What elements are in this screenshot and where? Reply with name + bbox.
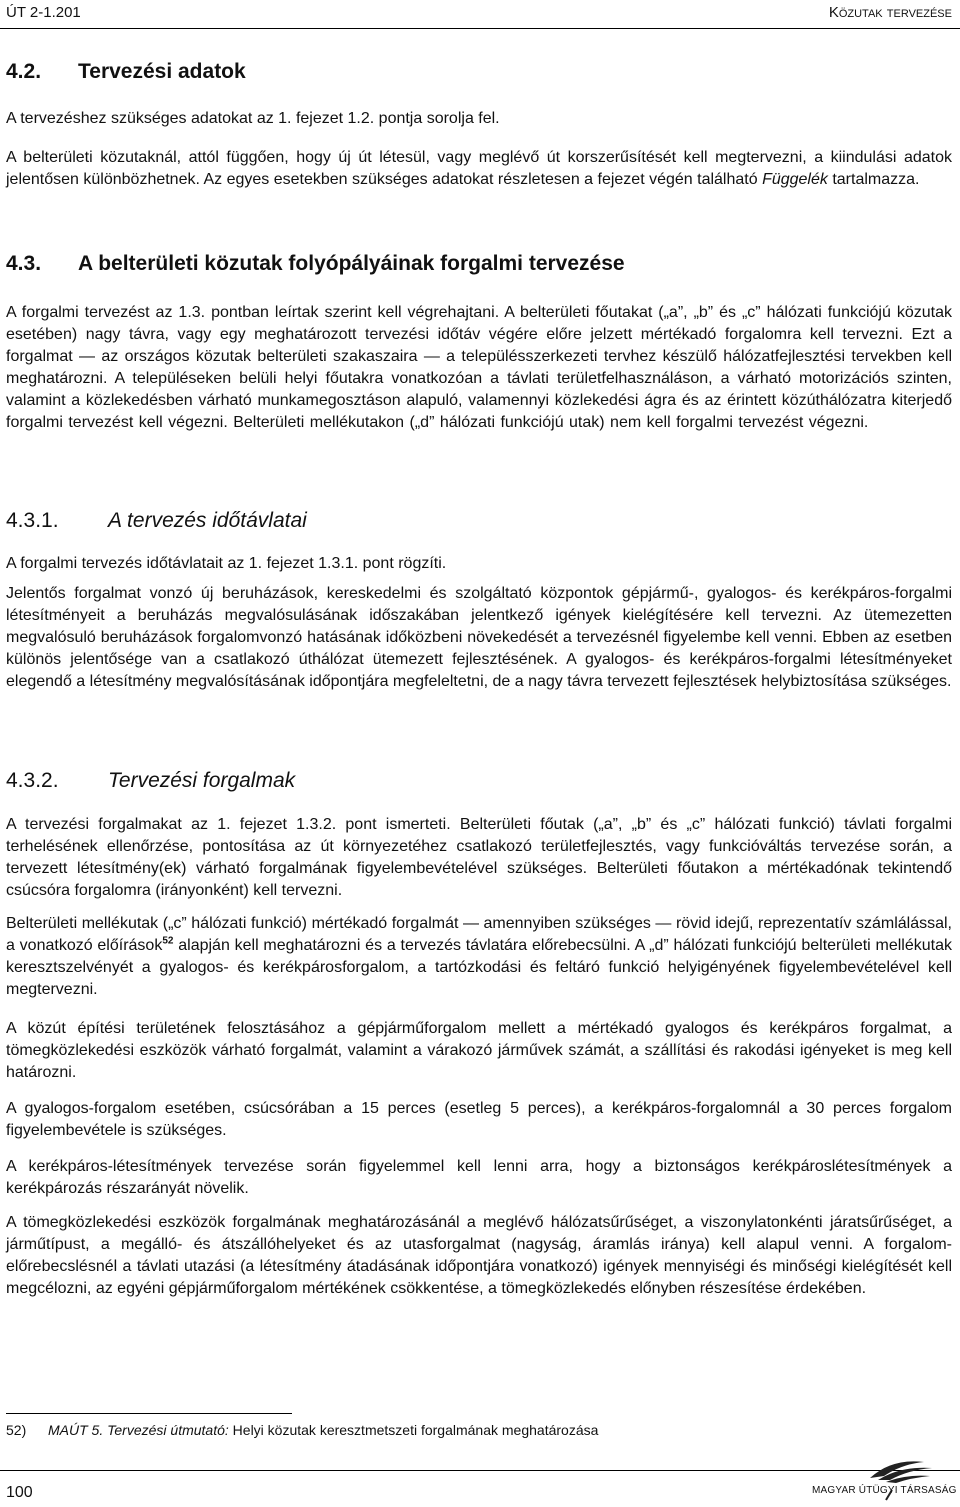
running-header-right: Közutak tervezése [828, 4, 952, 21]
paragraph: A tervezéshez szükséges adatokat az 1. fejezet 1.2. pontja sorolja fel. [6, 110, 500, 127]
header-rule [0, 28, 960, 29]
footnote [6, 1422, 598, 1438]
paragraph: A gyalogos-forgalom esetében, csúcsórában a 15 perces (esetleg 5 perces), a kerékpáros-forgalomnál a 30 perces forgalom figyelembevétele is szükséges. [6, 1100, 952, 1139]
footnote-source: MAÚT 5. Tervezési útmutató: [48, 1422, 229, 1438]
paragraph: Belterületi mellékutak („c” hálózati funkció) mértékadó forgalmát — amennyiben szükséges — rövid idejű, reprezentatív számlálással, a vonatkozó előírások$^{52}$ alapján kell meghatározni és a tervezés távlatára előrebecsülni. A „d” hálózati funkciójú belterületi mellékutak keresztszelvényét a gyalogos- és kerékpárosforgalom, a tartózkodási és feltáró funkció helyigényének figyelembevételével kell megtervezni. [6, 915, 952, 998]
subsection-heading-4-3-1 [6, 509, 307, 533]
section-number: 4.3.1. [6, 509, 59, 532]
footnote-title: Helyi közutak keresztmetszeti forgalmának meghatározása [228, 1422, 599, 1438]
section-number: 4.3.2. [6, 769, 59, 792]
section-title: A belterületi közutak folyópályáinak forgalmi tervezése [78, 252, 625, 275]
section-heading-4-3 [6, 252, 625, 276]
paragraph: Jelentős forgalmat vonzó új beruházások, kereskedelmi és szolgáltató központok gépjármű-, gyalogos- és kerékpáros-forgalmi létesítményeit a beruházás megvalósulásának időszakában jelentkező igények kielégítésére kell tervezni. Az ütemezetten megvalósuló beruházások forgalomvonzó hatásának időközbeni növekedését a tervezésnél figyelembe kell venni. Ebben az esetben különös jelentősége van a csatlakozó úthálózat ütemezett fejlesztésének. A gyalogos- és kerékpáros-forgalmi létesítményeket elegendő a létesítmény megvalósításának időpontjára megfeleltetni, de a nagy távra tervezett fejlesztések helybiztosítása szükséges. [6, 585, 952, 690]
paragraph: A tömegközlekedési eszközök forgalmának meghatározásánál a meglévő hálózatsűrűséget, a viszonylatonkénti járatsűrűséget, a járműtípust, a megálló- és átszállóhelyeket és az utasforgalmat (nagyság, áramlás iránya) kell alapul venni. A forgalom-előrebecslésnél a távlati utazási (a létesítmény átadásának időpontjára vonatkozó) igények mennyiségi és minőségi kielégítését kell megcélozni, az egyéni gépjárműforgalom mértékének csökkentése, a tömegközlekedés előnyben részesítése érdekében. [6, 1214, 952, 1297]
paragraph: A forgalmi tervezést az 1.3. pontban leírtak szerint kell végrehajtani. A belterületi főutakat („a”, „b” és „c” hálózati funkciójú közutak esetében) nagy távra, vagy egy meghatározott tervezési időtáv végére előre jelzett mértékadó forgalomra kell tervezni. Ezt a forgalmat — az országos közutak belterületi szakaszaira — a településszerkezeti tervhez készülő hálózatfejlesztési tervekben kell meghatározni. A településeken belüli helyi főutakra vonatkozóan a távlati területfelhasználáson, a várható motorizációs szinten, valamint a közlekedésben várható munkamegosztáson alapuló, valamennyi közlekedési ágra és az érintett közúthálózatra kiterjedő forgalmi tervezést kell végezni. Belterületi mellékutakon („d” hálózati funkciójú utak) nem kell forgalmi tervezést végezni. [6, 304, 952, 431]
subsection-heading-4-3-2 [6, 769, 295, 793]
section-heading-4-2 [6, 60, 246, 84]
section-number: 4.2. [6, 60, 42, 83]
paragraph: A belterületi közutaknál, attól függően, hogy új út létesül, vagy meglévő út korszerűsítését kell megtervezni, a kiindulási adatok jelentősen különbözhetnek. Az egyes esetekben szükséges adatokat részletesen a fejezet végén található Függelék tartalmazza. [6, 149, 952, 188]
running-header-left: ÚT 2-1.201 [6, 4, 81, 21]
paragraph: A forgalmi tervezés időtávlatait az 1. fejezet 1.3.1. pont rögzíti. [6, 555, 447, 572]
section-title: Tervezési forgalmak [108, 769, 296, 792]
paragraph: A közút építési területének felosztásához a gépjárműforgalom mellett a mértékadó gyalogos és kerékpáros forgalmat, a tömegközlekedési eszközök várható forgalmát, valamint a várakozó járművek számát, a szállítási és rakodási igényeket is meg kell határozni. [6, 1020, 952, 1081]
section-number: 4.3. [6, 252, 42, 275]
section-title: A tervezés időtávlatai [108, 509, 307, 532]
society-logo [812, 1456, 957, 1502]
section-title: Tervezési adatok [78, 60, 246, 83]
footnote-separator [6, 1413, 292, 1414]
footnote-number: 52) [6, 1422, 27, 1438]
page-number: 100 [6, 1484, 33, 1501]
logo-text: MAGYAR ÚTÜGYI TÁRSASÁG [812, 1485, 957, 1496]
paragraph: A tervezési forgalmakat az 1. fejezet 1.3.2. pont ismerteti. Belterületi főutak („a”, „b” és „c” hálózati funkció) távlati forgalmi terhelésének ellenőrzése, pontosítása az út környezetéhez csatlakozó területfejlesztés, vagy funkcióváltás tervezése során, a tervezett létesítmény(ek) várható forgalmának figyelembevételével szükséges. Belterületi főutakon a mértékadónak tekintendő csúcsóra forgalomra (irányonként) kell tervezni. [6, 816, 952, 899]
footnote-marker: 52 [162, 935, 174, 947]
appendix-reference: Függelék [762, 171, 828, 188]
paragraph: A kerékpáros-létesítmények tervezése során figyelemmel kell lenni arra, hogy a biztonságos kerékpároslétesítmények a kerékpározás részarányát növelik. [6, 1158, 952, 1197]
